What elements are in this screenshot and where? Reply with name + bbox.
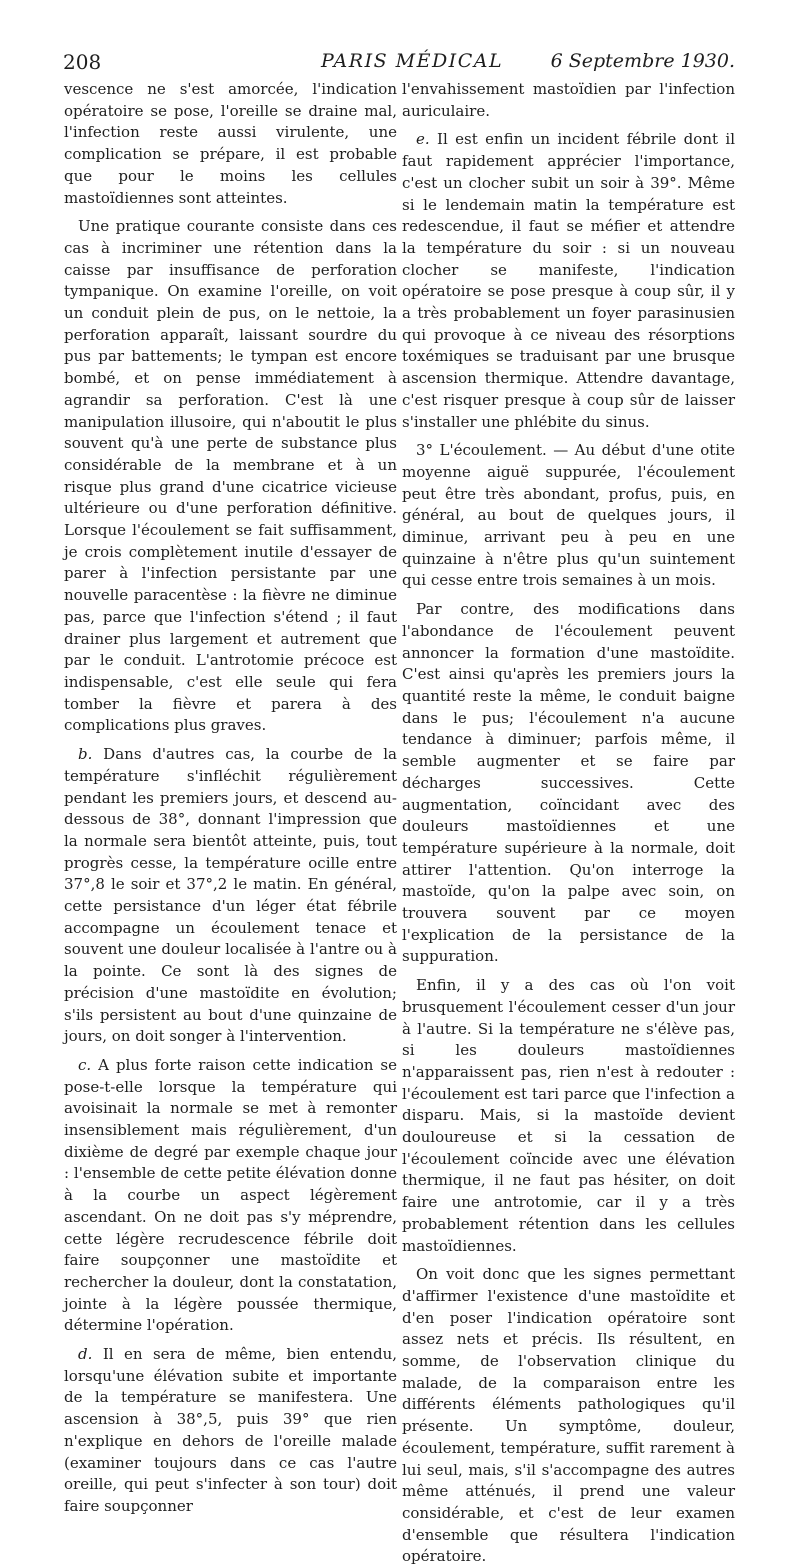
paragraph: Une pratique courante consiste dans ces cas à incriminer une rétention dans la caisse par insuffisance de perforation tympanique. On examine l'oreille, on voit un conduit plein de pus, on le nettoie, la perforation apparaît, laissant sourdre du pus par battements; le tympan est encore bombé, et on pense immédiatement à agrandir sa perforation. C'est là une manipulation illusoire, qui n'aboutit le plus souvent qu'à une perte de substance plus considérable de la membrane et à un risque plus grand d'une cicatrice vicieuse ultérieure ou d'une perforation définitive. Lorsque l'écoulement se fait suffisamment, je crois complètement inutile d'essayer de parer à l'infection persistante par une nouvelle paracentèse : la fièvre ne diminue pas, parce que l'infection s'étend ; il faut drainer plus largement et autrement que par le conduit. L'antrotomie précoce est indispensable, c'est elle seule qui fera tomber la fièvre et parera à des complications plus graves. [64,217,397,735]
right-column [402,79,735,1568]
paragraph-text: Il en sera de même, bien entendu, lorsqu'une élévation subite et importante de la température se manifestera. Une ascension à 38°,5, puis 39° que rien n'explique en dehors de l'oreille malade (examiner toujours dans ce cas l'autre oreille, qui peut s'infecter à son tour) doit faire soupçonner [64,1345,397,1515]
case-label: b. [78,745,93,764]
paragraph-text: A plus forte raison cette indication se pose-t-elle lorsque la température qui avoisinait la normale se met à remonter insensiblement mais régulièrement, d'un dixième de degré par exemple chaque jour : l'ensemble de cette petite élévation donne à la courbe un aspect légèrement ascendant. On ne doit pas s'y méprendre, cette légère recrudescence fébrile doit faire soupçonner une mastoïdite et rechercher la douleur, dont la constatation, jointe à la légère poussée thermique, détermine l'opération. [64,1055,397,1335]
paragraph-text: Il est enfin un incident fébrile dont il faut rapidement apprécier l'importance, c'est un clocher subit un soir à 39°. Même si le lendemain matin la température est redescendue, il faut se méfier et attendre la température du soir : si un nouveau clocher se manifeste, l'indication opératoire se pose presque à coup sûr, il y a très probablement un foyer parasinusien qui provoque à ce niveau des résorptions toxémiques se traduisant par une brusque ascension thermique. Attendre davantage, c'est risquer presque à coup sûr de laisser s'installer une phlébite du sinus. [402,130,735,431]
paragraph: l'envahissement mastoïdien par l'infection auriculaire. [402,80,735,120]
paragraph [64,1344,397,1518]
page-number: 208 [63,50,102,74]
case-label: e. [416,130,430,149]
paragraph-text: Dans d'autres cas, la courbe de la température s'infléchit régulièrement pendant les premiers jours, et descend au-dessous de 38°, donnant l'impression que la normale sera bientôt atteinte, puis, tout progrès cesse, la température ocille entre 37°,8 le soir et 37°,2 le matin. En général, cette persistance d'un léger état fébrile accompagne un écoulement tenace et souvent une douleur localisée à l'antre ou à la pointe. Ce sont là des signes de précision d'une mastoïdite en évolution; s'ils persistent au bout d'une quinzaine de jours, on doit songer à l'intervention. [64,745,397,1046]
paragraph: On voit donc que les signes permettant d'affirmer l'existence d'une mastoïdite et d'en poser l'indication opératoire sont assez nets et précis. Ils résultent, en somme, de l'observation clinique du malade, de la comparaison entre les différents éléments pathologiques qu'il présente. Un symptôme, douleur, écoulement, température, suffit rarement à lui seul, mais, s'il s'accompagne des autres même atténués, il prend une valeur considérable, et c'est de leur examen d'ensemble que résultera l'indication opératoire. [402,1265,735,1566]
paragraph: 3° L'écoulement. — Au début d'une otite moyenne aiguë suppurée, l'écoulement peut être très abondant, profus, puis, en général, au bout de quelques jours, il diminue, arrivant peu à peu en une quinzaine à n'être plus qu'un suintement qui cesse entre trois semaines à un mois. [402,441,735,590]
paragraph [64,1055,397,1337]
paragraph [402,129,735,433]
page-header [63,50,735,78]
case-label: c. [78,1055,92,1074]
left-column [64,79,397,1518]
paragraph: Enfin, il y a des cas où l'on voit brusquement l'écoulement cesser d'un jour à l'autre. Si la température ne s'élève pas, si les douleurs mastoïdiennes n'apparaissent pas, rien n'est à redouter : l'écoulement est tari parce que l'infection a disparu. Mais, si la mastoïde devient douloureuse et si la cessation de l'écoulement coïncide avec une élévation thermique, il ne faut pas hésiter, on doit faire une antrotomie, car il y a très probablement rétention dans les cellules mastoïdiennes. [402,976,735,1255]
paragraph: Par contre, des modifications dans l'abondance de l'écoulement peuvent annoncer la formation d'une mastoïdite. C'est ainsi qu'après les premiers jours la quantité reste la même, le conduit baigne dans le pus; l'écoulement n'a aucune tendance à diminuer; parfois même, il semble augmenter et se faire par décharges successives. Cette augmentation, coïncidant avec des douleurs mastoïdiennes et une température supérieure à la normale, doit attirer l'attention. Qu'on interroge la mastoïde, qu'on la palpe avec soin, on trouvera souvent par ce moyen l'explication de la persistance de la suppuration. [402,600,735,966]
journal-title: PARIS MÉDICAL [321,50,504,72]
issue-date: 6 Septembre 1930. [550,50,735,72]
case-label: d. [78,1345,93,1364]
paragraph: vescence ne s'est amorcée, l'indication opératoire se pose, l'oreille se draine mal, l'infection reste aussi virulente, une complication se prépare, il est probable que pour le moins les cellules mastoïdiennes sont atteintes. [64,80,397,207]
paragraph [64,744,397,1048]
